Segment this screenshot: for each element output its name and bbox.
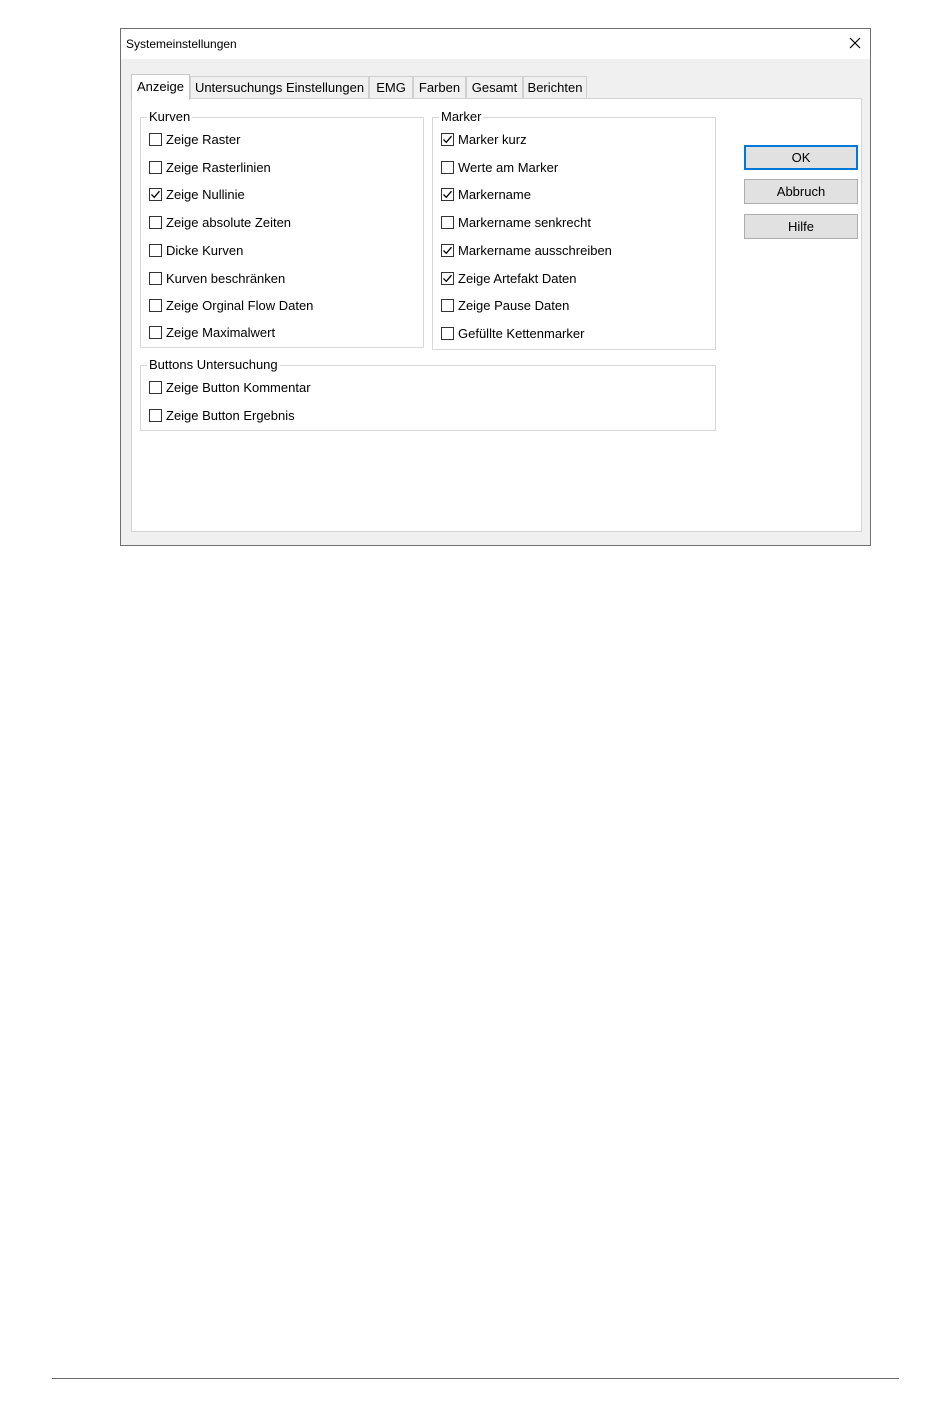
group-marker [432, 109, 716, 350]
checkbox-zeige-artefakt-daten[interactable] [441, 269, 577, 287]
checkbox-box[interactable] [441, 216, 454, 229]
checkbox-label: Gefüllte Kettenmarker [458, 325, 585, 341]
checkbox-box[interactable] [149, 216, 162, 229]
ok-button[interactable]: OK [744, 145, 858, 170]
checkbox-box[interactable] [441, 133, 454, 146]
checkbox-label: Kurven beschränken [166, 270, 286, 286]
help-button[interactable]: Hilfe [744, 214, 858, 239]
checkbox-zeige-rasterlinien[interactable] [149, 158, 271, 176]
checkbox-kurven-beschraenken[interactable] [149, 269, 285, 287]
group-buttons-untersuchung [140, 357, 716, 431]
checkbox-label: Markername [458, 186, 531, 202]
tab-panel-anzeige [131, 98, 862, 532]
checkbox-box[interactable] [149, 381, 162, 394]
checkbox-zeige-raster[interactable] [149, 130, 240, 148]
checkbox-label: Zeige Rasterlinien [166, 159, 271, 175]
checkbox-box[interactable] [149, 299, 162, 312]
checkbox-box[interactable] [441, 327, 454, 340]
checkbox-dicke-kurven[interactable] [149, 241, 243, 259]
checkbox-zeige-button-ergebnis[interactable] [149, 406, 295, 424]
checkbox-box[interactable] [149, 326, 162, 339]
checkbox-label: Markername senkrecht [458, 214, 591, 230]
checkbox-box[interactable] [441, 188, 454, 201]
checkbox-label: Zeige absolute Zeiten [166, 214, 292, 230]
checkbox-markername-senkrecht[interactable] [441, 213, 591, 231]
close-icon [849, 37, 861, 52]
checkbox-label: Dicke Kurven [166, 242, 244, 258]
checkbox-box[interactable] [149, 272, 162, 285]
group-title-kurven: Kurven [149, 109, 191, 124]
checkbox-zeige-button-kommentar[interactable] [149, 378, 311, 396]
checkbox-zeige-pause-daten[interactable] [441, 296, 569, 314]
title-bar [121, 29, 870, 59]
checkbox-label: Zeige Artefakt Daten [458, 270, 577, 286]
checkbox-zeige-orginal-flow-daten[interactable] [149, 296, 313, 314]
group-title-marker: Marker [441, 109, 482, 124]
checkbox-label: Zeige Raster [166, 131, 241, 147]
checkbox-markername-ausschreiben[interactable] [441, 241, 612, 259]
checkbox-box[interactable] [149, 133, 162, 146]
checkbox-box[interactable] [441, 244, 454, 257]
checkmark-icon [150, 189, 161, 200]
checkbox-zeige-maximalwert[interactable] [149, 323, 275, 341]
checkbox-label: Werte am Marker [458, 159, 559, 175]
checkmark-icon [442, 245, 453, 256]
tab-untersuchungs-einstellungen[interactable]: Untersuchungs Einstellungen [190, 76, 369, 98]
group-title-buttons-untersuchung: Buttons Untersuchung [149, 357, 278, 372]
checkbox-label: Zeige Nullinie [166, 186, 245, 202]
checkbox-label: Zeige Button Kommentar [166, 379, 311, 395]
checkbox-label: Zeige Button Ergebnis [166, 407, 295, 423]
checkbox-box[interactable] [149, 161, 162, 174]
close-button[interactable] [840, 29, 870, 59]
tab-emg[interactable]: EMG [369, 76, 413, 98]
checkbox-box[interactable] [441, 299, 454, 312]
checkbox-label: Zeige Pause Daten [458, 297, 570, 313]
checkbox-markername[interactable] [441, 185, 531, 203]
tab-anzeige[interactable]: Anzeige [131, 74, 190, 100]
checkmark-icon [442, 134, 453, 145]
checkbox-marker-kurz[interactable] [441, 130, 527, 148]
checkbox-label: Markername ausschreiben [458, 242, 612, 258]
group-kurven [140, 109, 424, 348]
checkmark-icon [442, 273, 453, 284]
checkbox-label: Zeige Maximalwert [166, 324, 276, 340]
checkbox-box[interactable] [149, 188, 162, 201]
checkbox-box[interactable] [441, 272, 454, 285]
tab-gesamt[interactable]: Gesamt [466, 76, 523, 98]
dialog-title: Systemeinstellungen [126, 37, 237, 51]
tab-farben[interactable]: Farben [413, 76, 466, 98]
checkbox-gefuellte-kettenmarker[interactable] [441, 324, 584, 342]
settings-dialog [120, 28, 871, 546]
cancel-button[interactable]: Abbruch [744, 179, 858, 204]
checkbox-label: Marker kurz [458, 131, 527, 147]
page-footer-divider [52, 1378, 899, 1379]
checkbox-zeige-nullinie[interactable] [149, 185, 245, 203]
checkbox-box[interactable] [441, 161, 454, 174]
checkbox-zeige-absolute-zeiten[interactable] [149, 213, 291, 231]
tab-berichten[interactable]: Berichten [523, 76, 587, 98]
checkmark-icon [442, 189, 453, 200]
checkbox-label: Zeige Orginal Flow Daten [166, 297, 314, 313]
checkbox-werte-am-marker[interactable] [441, 158, 558, 176]
checkbox-box[interactable] [149, 244, 162, 257]
checkbox-box[interactable] [149, 409, 162, 422]
